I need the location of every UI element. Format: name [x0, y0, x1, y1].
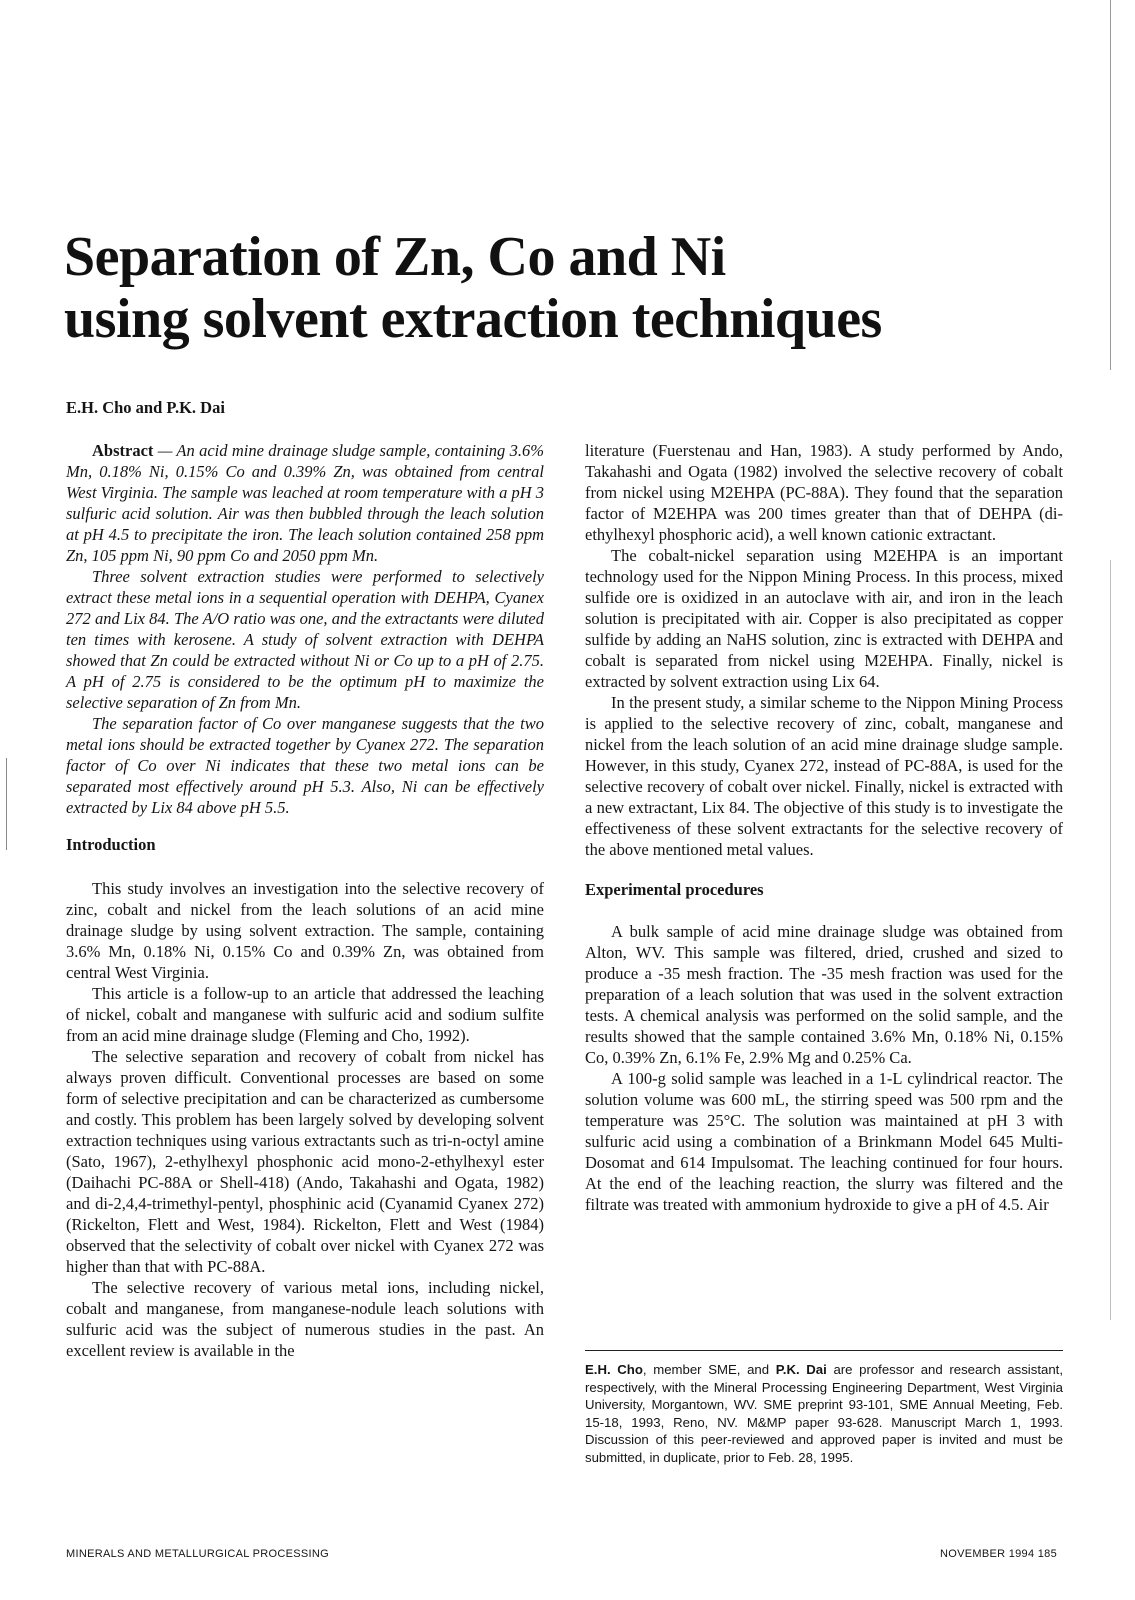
intro-paragraph-6: In the present study, a similar scheme to the Nippon Mining Process is applied to the selective recovery of zinc, cobalt, manganese and nickel from the leach solution of an acid mine drainage sludge sample. However, in this study, Cyanex 272, instead of PC-88A, is used for the selective recovery of cobalt over nickel. Finally, nickel is extracted with a new extractant, Lix 84. The objective of this study is to investigate the effectiveness of these solvent extractants for the selective recovery of the above mentioned metal values. — [585, 693, 1063, 859]
section-heading-experimental: Experimental procedures — [585, 880, 764, 899]
abstract-text-1: — An acid mine drainage sludge sample, containing 3.6% Mn, 0.18% Ni, 0.15% Co and 0.39% Zn, was obtained from central West Virginia. The sample was leached at room temperature with a pH 3 sulfuric acid solution. Air was then bubbled through the leach solution at pH 4.5 to precipitate the iron. The leach solution contained 258 ppm Zn, 105 ppm Ni, 90 ppm Co and 2050 ppm Mn. — [66, 441, 545, 565]
intro-paragraph-continued: literature (Fuerstenau and Han, 1983). A study performed by Ando, Takahashi and Ogata (1982) involved the selective recovery of cobalt from nickel using M2EHPA (PC-88A). They found that the separation factor of M2EHPA was 200 times greater than that of DEHPA (di-ethylhexyl phosphoric acid), a well known cationic extractant. — [585, 441, 1063, 544]
title-line-1: Separation of Zn, Co and Ni — [64, 226, 726, 288]
scan-edge-line-lower — [1110, 560, 1111, 1320]
abstract-paragraph-3: The separation factor of Co over manganese suggests that the two metal ions should be extracted together by Cyanex 272. The separation factor of Co over Ni indicates that these two metal ions can be separated most effectively around pH 5.3. Also, Ni can be effectively extracted by Lix 84 above pH 5.5. — [66, 714, 544, 817]
scan-edge-line — [1110, 0, 1111, 370]
abstract — [66, 440, 544, 818]
scan-margin-mark — [6, 758, 7, 850]
author-line: E.H. Cho and P.K. Dai — [66, 398, 225, 417]
right-column — [585, 440, 1063, 1215]
intro-paragraph-4: The selective recovery of various metal ions, including nickel, cobalt and manganese, from manganese-nodule leach solutions with sulfuric acid was the subject of numerous studies in the past. An excellent review is available in the — [66, 1278, 544, 1360]
left-column — [66, 440, 544, 1361]
abstract-paragraph-2: Three solvent extraction studies were performed to selectively extract these metal ions in a sequential operation with DEHPA, Cyanex 272 and Lix 84. The A/O ratio was one, and the extractants were diluted ten times with kerosene. A study of solvent extraction with DEHPA showed that Zn could be extracted without Ni or Co up to a pH of 2.75. A pH of 2.75 is considered to be the optimum pH to maximize the selective separation of Zn from Mn. — [66, 567, 544, 712]
intro-paragraph-2: This article is a follow-up to an article that addressed the leaching of nickel, cobalt and manganese with sulfuric acid and sodium sulfite from an acid mine drainage sludge (Fleming and Cho, 1992). — [66, 984, 544, 1045]
footer-journal-name: MINERALS AND METALLURGICAL PROCESSING — [66, 1548, 329, 1560]
section-heading-introduction: Introduction — [66, 835, 156, 854]
abstract-paragraph-1 — [66, 440, 544, 566]
author-footnote — [585, 1361, 1063, 1466]
intro-paragraph-3: The selective separation and recovery of cobalt from nickel has always proven difficult. Conventional processes are based on some form of selective precipitation and can be characterized as cumbersome and costly. This problem has been largely solved by developing solvent extraction techniques using various extractants such as tri-n-octyl amine (Sato, 1967), 2-ethylhexyl phosphonic acid mono-2-ethylhexyl ester (Daihachi PC-88A or Shell-418) (Ando, Takahashi and Ogata, 1982) and di-2,4,4-trimethyl-pentyl, phosphinic acid (Cyanamid Cyanex 272) (Rickelton, Flett and West, 1984). Rickelton, Flett and West (1984) observed that the selectivity of cobalt over nickel with Cyanex 272 was higher than that with PC-88A. — [66, 1047, 544, 1276]
footnote-mid: , member SME, and — [642, 1362, 776, 1377]
title-line-2: using solvent extraction techniques — [64, 288, 882, 350]
experimental-paragraph-1: A bulk sample of acid mine drainage sludge was obtained from Alton, WV. This sample was filtered, dried, crushed and sized to produce a -35 mesh fraction. The -35 mesh fraction was used for the preparation of a leach solution that was used in the solvent extraction tests. A chemical analysis was performed on the solid sample, and the results showed that the sample contained 3.6% Mn, 0.18% Ni, 0.15% Co, 0.39% Zn, 6.1% Fe, 2.9% Mg and 0.25% Ca. — [585, 922, 1063, 1067]
article-title — [64, 226, 1064, 350]
intro-paragraph-5: The cobalt-nickel separation using M2EHPA is an important technology used for the Nippon Mining Process. In this process, mixed sulfide ore is oxidized in an autoclave with air, and iron in the leach solution is precipitated with air. Copper is also precipitated as copper sulfide by adding an NaHS solution, zinc is extracted with DEHPA and cobalt is separated from nickel using M2EHPA. Finally, nickel is extracted by solvent extraction using Lix 64. — [585, 546, 1063, 691]
footnote-author-2: P.K. Dai — [775, 1362, 827, 1377]
abstract-label: Abstract — [92, 441, 154, 460]
experimental-paragraph-2: A 100-g solid sample was leached in a 1-L cylindrical reactor. The solution volume was 600 mL, the stirring speed was 500 rpm and the temperature was 25°C. The solution was maintained at pH 3 with sulfuric acid using a combination of a Brinkmann Model 645 Multi-Dosomat and 614 Impulsomat. The leaching continued for four hours. At the end of the leaching reaction, the slurry was filtered and the filtrate was treated with ammonium hydroxide to give a pH of 4.5. Air — [585, 1069, 1063, 1214]
footnote-text: are professor and research assistant, respectively, with the Mineral Processing Engineering Department, West Virginia University, Morgantown, WV. SME preprint 93-101, SME Annual Meeting, Feb. 15-18, 1993, Reno, NV. M&MP paper 93-628. Manuscript March 1, 1993. Discussion of this peer-reviewed and approved paper is invited and must be submitted, in duplicate, prior to Feb. 28, 1995. — [585, 1362, 1063, 1465]
footer-issue-page: NOVEMBER 1994 185 — [940, 1548, 1057, 1560]
footnote-author-1: E.H. Cho — [585, 1362, 643, 1377]
footnote-rule — [585, 1350, 1063, 1351]
intro-paragraph-1: This study involves an investigation into the selective recovery of zinc, cobalt and nickel from the leach solutions of an acid mine drainage sludge by using solvent extraction. The sample, containing 3.6% Mn, 0.18% Ni, 0.15% Co and 0.39% Zn, was obtained from central West Virginia. — [66, 879, 544, 982]
